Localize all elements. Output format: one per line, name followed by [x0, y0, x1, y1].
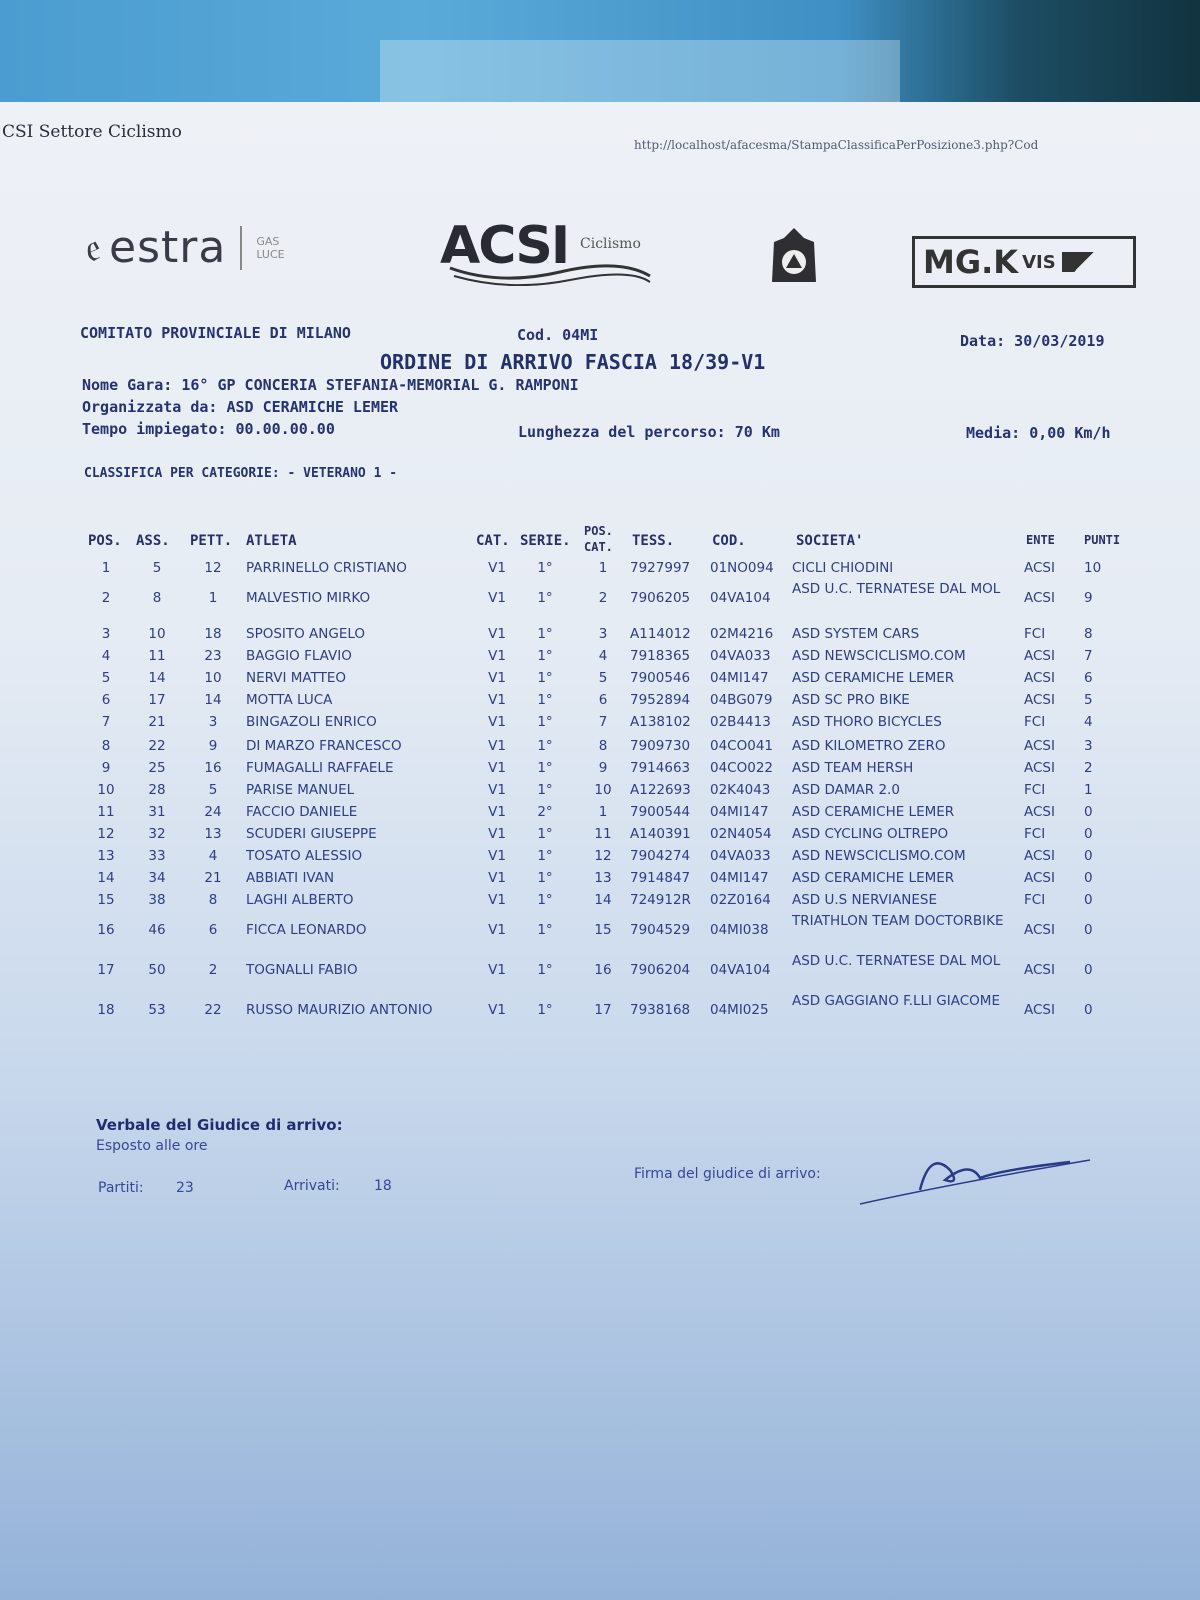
adhesive-tape [380, 40, 900, 110]
cell-ente: FCI [1024, 714, 1046, 730]
cell-ente: ACSI [1024, 560, 1055, 576]
cell-cat: V1 [488, 962, 506, 978]
cell-cat: V1 [488, 670, 506, 686]
cell-pett: 23 [204, 648, 222, 664]
cell-pos: 7 [101, 714, 111, 730]
cell-tess: 7900544 [630, 804, 691, 820]
category-heading: CLASSIFICA PER CATEGORIE: - VETERANO 1 - [84, 466, 398, 481]
cell-atleta: ABBIATI IVAN [246, 870, 335, 886]
arrivati-value: 18 [374, 1178, 392, 1194]
partiti-label: Partiti: [98, 1180, 144, 1196]
print-header-url: http://localhost/afacesma/StampaClassificaPerPosizione3.php?Cod [634, 138, 1039, 152]
race-name: Nome Gara: 16° GP CONCERIA STEFANIA-MEMORIAL G. RAMPONI [82, 376, 579, 394]
average-speed: Media: 0,00 Km/h [966, 424, 1111, 442]
cell-serie: 1° [537, 648, 553, 664]
print-date: Data: 30/03/2019 [960, 332, 1105, 350]
cell-atleta: FACCIO DANIELE [246, 804, 358, 820]
cell-cat: V1 [488, 848, 506, 864]
col-header-tess: TESS. [632, 533, 675, 549]
cell-poscat: 6 [598, 692, 608, 708]
cell-ass: 25 [148, 760, 166, 776]
cell-ass: 10 [148, 626, 166, 642]
cell-poscat: 1 [598, 804, 608, 820]
cell-ass: 22 [148, 738, 166, 754]
cell-poscat: 5 [598, 670, 608, 686]
cell-societa: ASD NEWSCICLISMO.COM [792, 848, 966, 864]
cell-societa: ASD KILOMETRO ZERO [792, 738, 946, 754]
acsi-wave-icon [440, 216, 660, 286]
cell-cod: 02B4413 [710, 714, 771, 730]
cell-poscat: 10 [594, 782, 612, 798]
cell-poscat: 4 [598, 648, 608, 664]
cell-pett: 2 [208, 962, 218, 978]
col-header-cod: COD. [712, 533, 746, 549]
cell-societa: ASD U.C. TERNATESE DAL MOL [792, 953, 1001, 969]
col-header-serie: SERIE. [520, 533, 571, 549]
cell-cat: V1 [488, 870, 506, 886]
acsi-logo-main: ACSI [440, 216, 569, 276]
judge-signature [850, 1140, 1100, 1210]
cell-punti: 0 [1084, 804, 1093, 820]
cell-pos: 16 [97, 922, 115, 938]
cell-societa: ASD NEWSCICLISMO.COM [792, 648, 966, 664]
cell-ass: 32 [148, 826, 166, 842]
cell-ass: 31 [148, 804, 166, 820]
cell-atleta: MALVESTIO MIRKO [246, 590, 371, 606]
cell-ass: 11 [148, 648, 166, 664]
cell-cod: 02Z0164 [710, 892, 771, 908]
cell-pett: 14 [204, 692, 222, 708]
cell-poscat: 9 [598, 760, 608, 776]
cell-pos: 3 [101, 626, 111, 642]
cell-ente: FCI [1024, 892, 1046, 908]
cell-pos: 1 [101, 560, 111, 576]
cell-tess: 7938168 [630, 1002, 691, 1018]
cell-pos: 11 [97, 804, 115, 820]
cell-cat: V1 [488, 560, 506, 576]
partiti-value: 23 [176, 1180, 194, 1196]
committee-code: Cod. 04MI [517, 326, 599, 344]
cell-atleta: PARRINELLO CRISTIANO [246, 560, 407, 576]
cell-atleta: DI MARZO FRANCESCO [246, 738, 402, 754]
cell-tess: 7914663 [630, 760, 691, 776]
cell-tess: 7918365 [630, 648, 691, 664]
cell-punti: 0 [1084, 848, 1093, 864]
cell-poscat: 8 [598, 738, 608, 754]
cell-punti: 8 [1084, 626, 1093, 642]
cell-pos: 17 [97, 962, 115, 978]
cell-pos: 15 [97, 892, 115, 908]
cell-cat: V1 [488, 804, 506, 820]
cell-punti: 7 [1084, 648, 1093, 664]
cell-serie: 1° [537, 560, 553, 576]
cell-societa: ASD U.S NERVIANESE [792, 892, 937, 908]
cell-punti: 10 [1084, 560, 1102, 576]
cell-ente: ACSI [1024, 760, 1055, 776]
cell-ente: ACSI [1024, 962, 1055, 978]
cell-pos: 18 [97, 1002, 115, 1018]
cell-cod: 04VA033 [710, 648, 771, 664]
cell-cat: V1 [488, 760, 506, 776]
cell-societa: ASD TEAM HERSH [792, 760, 914, 776]
cell-pett: 9 [208, 738, 218, 754]
cell-poscat: 17 [594, 1002, 612, 1018]
estra-logo [86, 222, 285, 273]
col-header-pett: PETT. [190, 533, 233, 549]
cell-punti: 4 [1084, 714, 1093, 730]
cell-serie: 1° [537, 760, 553, 776]
cell-cod: 04MI147 [710, 870, 769, 886]
cell-societa: CICLI CHIODINI [792, 560, 894, 576]
cell-serie: 1° [537, 962, 553, 978]
crest-logo [764, 224, 824, 288]
cell-tess: 7952894 [630, 692, 691, 708]
cell-societa: ASD CYCLING OLTREPO [792, 826, 949, 842]
page-title: ORDINE DI ARRIVO FASCIA 18/39-V1 [380, 350, 766, 374]
cell-cod: 01NO094 [710, 560, 774, 576]
cell-serie: 1° [537, 892, 553, 908]
cell-serie: 1° [537, 826, 553, 842]
cell-societa: ASD U.C. TERNATESE DAL MOL [792, 581, 1001, 597]
cell-cod: 04MI147 [710, 670, 769, 686]
cell-poscat: 11 [594, 826, 612, 842]
acsi-logo-sub: Ciclismo [580, 236, 641, 252]
cell-societa: ASD CERAMICHE LEMER [792, 870, 955, 886]
cell-atleta: RUSSO MAURIZIO ANTONIO [246, 1002, 433, 1018]
cell-ass: 28 [148, 782, 166, 798]
cell-ente: ACSI [1024, 738, 1055, 754]
logo-separator [240, 226, 242, 270]
cell-pett: 3 [208, 714, 218, 730]
cell-ente: ACSI [1024, 1002, 1055, 1018]
cell-ass: 8 [152, 590, 162, 606]
cell-tess: 7904274 [630, 848, 691, 864]
cell-societa: ASD CERAMICHE LEMER [792, 804, 955, 820]
cell-cod: 04VA104 [710, 590, 771, 606]
cell-societa: ASD GAGGIANO F.LLI GIACOME [792, 993, 1000, 1009]
cell-poscat: 12 [594, 848, 612, 864]
cell-serie: 1° [537, 670, 553, 686]
cell-cat: V1 [488, 738, 506, 754]
cell-pett: 5 [208, 782, 218, 798]
cell-serie: 2° [537, 804, 553, 820]
cell-poscat: 14 [594, 892, 612, 908]
col-header-poscat: POS. CAT. [584, 524, 613, 554]
cell-ente: ACSI [1024, 870, 1055, 886]
cell-cat: V1 [488, 626, 506, 642]
cell-ass: 17 [148, 692, 166, 708]
cell-serie: 1° [537, 626, 553, 642]
cell-pett: 6 [208, 922, 218, 938]
col-header-punti: PUNTI [1084, 533, 1121, 547]
mgk-flag-icon [1062, 252, 1106, 272]
cell-pos: 9 [101, 760, 111, 776]
cell-punti: 3 [1084, 738, 1093, 754]
cell-pett: 22 [204, 1002, 222, 1018]
cell-serie: 1° [537, 782, 553, 798]
crest-icon [764, 224, 824, 288]
cell-cat: V1 [488, 782, 506, 798]
cell-pos: 12 [97, 826, 115, 842]
col-header-societa: SOCIETA' [796, 533, 864, 549]
cell-ente: ACSI [1024, 648, 1055, 664]
cell-punti: 1 [1084, 782, 1093, 798]
cell-atleta: TOSATO ALESSIO [246, 848, 363, 864]
cell-tess: 7909730 [630, 738, 691, 754]
cell-serie: 1° [537, 1002, 553, 1018]
cell-serie: 1° [537, 870, 553, 886]
cell-societa: ASD DAMAR 2.0 [792, 782, 900, 798]
cell-tess: 7927997 [630, 560, 691, 576]
cell-cod: 02M4216 [710, 626, 774, 642]
cell-pos: 8 [101, 738, 111, 754]
cell-ente: ACSI [1024, 848, 1055, 864]
cell-cat: V1 [488, 692, 506, 708]
estra-logo-sub: GAS LUCE [256, 234, 285, 261]
cell-atleta: FICCA LEONARDO [246, 922, 367, 938]
cell-cat: V1 [488, 590, 506, 606]
col-header-pos: POS. [88, 533, 122, 549]
cell-ass: 21 [148, 714, 166, 730]
cell-ente: ACSI [1024, 670, 1055, 686]
cell-ass: 53 [148, 1002, 166, 1018]
cell-cat: V1 [488, 1002, 506, 1018]
cell-punti: 2 [1084, 760, 1093, 776]
cell-atleta: TOGNALLI FABIO [246, 962, 358, 978]
course-length: Lunghezza del percorso: 70 Km [518, 423, 780, 441]
organizer: Organizzata da: ASD CERAMICHE LEMER [82, 398, 399, 416]
cell-pos: 2 [101, 590, 111, 606]
cell-societa: ASD THORO BICYCLES [792, 714, 942, 730]
cell-atleta: SCUDERI GIUSEPPE [246, 826, 377, 842]
cell-cat: V1 [488, 826, 506, 842]
cell-pos: 10 [97, 782, 115, 798]
cell-tess: A114012 [630, 626, 691, 642]
cell-cat: V1 [488, 922, 506, 938]
cell-cod: 04VA104 [710, 962, 771, 978]
cell-atleta: LAGHI ALBERTO [246, 892, 354, 908]
cell-ass: 14 [148, 670, 166, 686]
cell-societa: ASD SYSTEM CARS [792, 626, 920, 642]
cell-cod: 02K4043 [710, 782, 771, 798]
cell-ente: ACSI [1024, 804, 1055, 820]
cell-serie: 1° [537, 692, 553, 708]
cell-tess: 7904529 [630, 922, 691, 938]
cell-poscat: 15 [594, 922, 612, 938]
cell-poscat: 13 [594, 870, 612, 886]
print-header-title: CSI Settore Ciclismo [2, 122, 182, 142]
cell-tess: A122693 [630, 782, 691, 798]
cell-punti: 0 [1084, 962, 1093, 978]
cell-cod: 04VA033 [710, 848, 771, 864]
cell-serie: 1° [537, 922, 553, 938]
cell-ente: ACSI [1024, 692, 1055, 708]
arrivati-label: Arrivati: [284, 1178, 340, 1194]
cell-tess: 7900546 [630, 670, 691, 686]
cell-punti: 0 [1084, 922, 1093, 938]
cell-atleta: FUMAGALLI RAFFAELE [246, 760, 394, 776]
cell-pos: 14 [97, 870, 115, 886]
verbale-heading: Verbale del Giudice di arrivo: [96, 1116, 343, 1134]
cell-punti: 0 [1084, 892, 1093, 908]
cell-pett: 13 [204, 826, 222, 842]
cell-ass: 33 [148, 848, 166, 864]
cell-pett: 18 [204, 626, 222, 642]
cell-punti: 9 [1084, 590, 1093, 606]
cell-punti: 0 [1084, 870, 1093, 886]
cell-societa: ASD CERAMICHE LEMER [792, 670, 955, 686]
col-header-ass: ASS. [136, 533, 170, 549]
cell-cod: 04CO022 [710, 760, 773, 776]
cell-cat: V1 [488, 648, 506, 664]
cell-ass: 50 [148, 962, 166, 978]
cell-poscat: 3 [598, 626, 608, 642]
cell-tess: 7906205 [630, 590, 691, 606]
cell-ente: FCI [1024, 626, 1046, 642]
cell-atleta: BINGAZOLI ENRICO [246, 714, 377, 730]
cell-poscat: 1 [598, 560, 608, 576]
cell-atleta: MOTTA LUCA [246, 692, 333, 708]
mgk-logo-vis: VIS [1022, 251, 1056, 273]
cell-pett: 24 [204, 804, 222, 820]
cell-serie: 1° [537, 738, 553, 754]
cell-ass: 38 [148, 892, 166, 908]
cell-punti: 0 [1084, 1002, 1093, 1018]
cell-pett: 12 [204, 560, 222, 576]
cell-pos: 6 [101, 692, 111, 708]
cell-pett: 8 [208, 892, 218, 908]
cell-tess: 7914847 [630, 870, 691, 886]
committee-name: COMITATO PROVINCIALE DI MILANO [80, 324, 351, 342]
cell-pos: 4 [101, 648, 111, 664]
cell-atleta: SPOSITO ANGELO [246, 626, 366, 642]
cell-punti: 0 [1084, 826, 1093, 842]
cell-cat: V1 [488, 714, 506, 730]
cell-ass: 34 [148, 870, 166, 886]
cell-pett: 4 [208, 848, 218, 864]
cell-atleta: PARISE MANUEL [246, 782, 355, 798]
mgk-logo-text: MG.K [923, 243, 1019, 281]
cell-atleta: NERVI MATTEO [246, 670, 347, 686]
col-header-cat: CAT. [476, 533, 510, 549]
cell-societa: TRIATHLON TEAM DOCTORBIKE [792, 913, 1004, 929]
cell-ente: ACSI [1024, 922, 1055, 938]
cell-poscat: 16 [594, 962, 612, 978]
cell-pett: 21 [204, 870, 222, 886]
cell-cod: 02N4054 [710, 826, 772, 842]
cell-tess: 724912R [630, 892, 691, 908]
cell-pett: 16 [204, 760, 222, 776]
cell-tess: 7906204 [630, 962, 691, 978]
cell-serie: 1° [537, 848, 553, 864]
cell-ente: FCI [1024, 826, 1046, 842]
cell-ente: FCI [1024, 782, 1046, 798]
cell-atleta: BAGGIO FLAVIO [246, 648, 352, 664]
estra-swirl-icon: 𝔢 [86, 224, 101, 271]
cell-cod: 04MI038 [710, 922, 769, 938]
cell-punti: 5 [1084, 692, 1093, 708]
estra-logo-word: estra [109, 222, 227, 273]
cell-ente: ACSI [1024, 590, 1055, 606]
cell-punti: 6 [1084, 670, 1093, 686]
elapsed-time: Tempo impiegato: 00.00.00.00 [82, 420, 335, 438]
cell-societa: ASD SC PRO BIKE [792, 692, 910, 708]
cell-pos: 13 [97, 848, 115, 864]
cell-cod: 04MI025 [710, 1002, 769, 1018]
signature-label: Firma del giudice di arrivo: [634, 1166, 821, 1182]
cell-pos: 5 [101, 670, 111, 686]
esposto-label: Esposto alle ore [96, 1138, 208, 1154]
cell-serie: 1° [537, 590, 553, 606]
cell-cod: 04BG079 [710, 692, 773, 708]
cell-cod: 04CO041 [710, 738, 773, 754]
cell-ass: 5 [152, 560, 162, 576]
cell-poscat: 2 [598, 590, 608, 606]
cell-ass: 46 [148, 922, 166, 938]
cell-cod: 04MI147 [710, 804, 769, 820]
cell-tess: A138102 [630, 714, 691, 730]
col-header-atleta: ATLETA [246, 533, 297, 549]
mgk-vis-logo [912, 236, 1136, 288]
cell-serie: 1° [537, 714, 553, 730]
cell-cat: V1 [488, 892, 506, 908]
cell-pett: 10 [204, 670, 222, 686]
col-header-ente: ENTE [1026, 533, 1055, 547]
cell-tess: A140391 [630, 826, 691, 842]
cell-pett: 1 [208, 590, 218, 606]
cell-poscat: 7 [598, 714, 608, 730]
acsi-logo [440, 216, 660, 286]
